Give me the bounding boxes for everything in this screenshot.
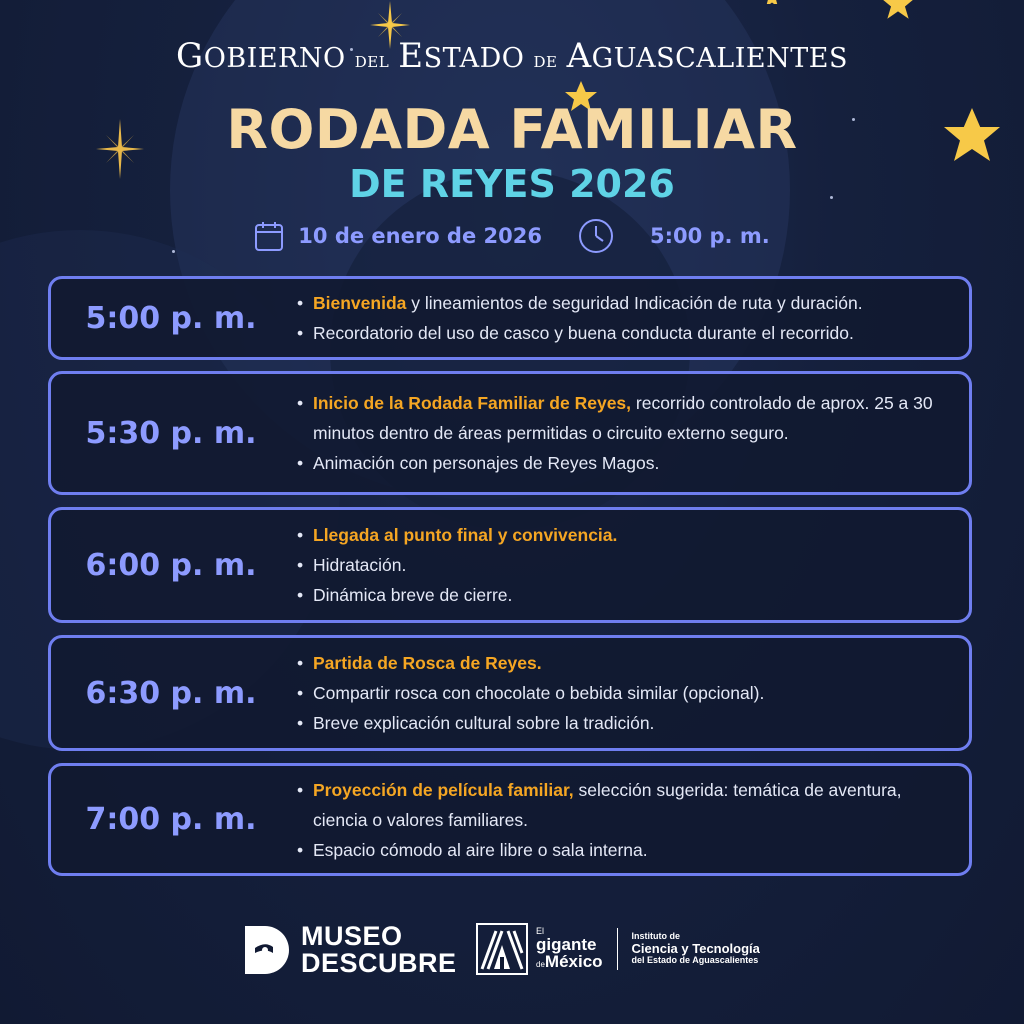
schedule-details bbox=[297, 648, 959, 738]
list-item: • Partida de Rosca de Reyes. bbox=[297, 648, 959, 678]
schedule-row bbox=[48, 763, 972, 876]
schedule-details bbox=[297, 775, 929, 865]
museo-descubre-icon bbox=[243, 924, 291, 976]
logo-divider bbox=[617, 928, 618, 970]
schedule-details bbox=[297, 288, 959, 348]
star-icon bbox=[876, 0, 920, 22]
clock-icon bbox=[578, 218, 614, 254]
list-item: • Inicio de la Rodada Familiar de Reyes, recorrido controlado de aprox. 25 a 30 minutos dentro de áreas permitidas o circuito externo seguro. bbox=[297, 388, 947, 448]
list-item: • Hidratación. bbox=[297, 550, 959, 580]
list-item: • Dinámica breve de cierre. bbox=[297, 580, 959, 610]
list-item: • Animación con personajes de Reyes Magos. bbox=[297, 448, 947, 478]
schedule-row bbox=[48, 276, 972, 360]
event-date-time bbox=[0, 216, 1024, 256]
schedule-row bbox=[48, 371, 972, 495]
institute-logo-text: Instituto de Ciencia y Tecnología del Estado de Aguascalientes bbox=[631, 930, 760, 966]
schedule-row bbox=[48, 635, 972, 751]
government-logo-text: GOBIERNO DEL ESTADO DE AGUASCALIENTES bbox=[176, 36, 848, 76]
museo-line2: DESCUBRE bbox=[301, 948, 457, 978]
schedule-time: 6:30 p. m. bbox=[85, 675, 257, 711]
calendar-icon bbox=[254, 220, 284, 252]
event-time: 5:00 p. m. bbox=[649, 224, 770, 248]
event-subtitle: DE REYES 2026 bbox=[349, 162, 675, 206]
schedule-row bbox=[48, 507, 972, 623]
schedule-time: 6:00 p. m. bbox=[85, 547, 257, 583]
schedule-time: 5:30 p. m. bbox=[85, 415, 257, 451]
schedule-details bbox=[297, 520, 959, 610]
museo-descubre-logo bbox=[243, 923, 457, 977]
list-item: • Breve explicación cultural sobre la tradición. bbox=[297, 708, 959, 738]
gigante-icon bbox=[476, 923, 528, 975]
list-item: • Llegada al punto final y convivencia. bbox=[297, 520, 959, 550]
schedule-time: 7:00 p. m. bbox=[85, 802, 257, 837]
gigante-logo: El gigante deMéxico Instituto de Ciencia y Tecnología del Estado de Aguascalientes bbox=[476, 923, 760, 975]
list-item: • Proyección de película familiar, selección sugerida: temática de aventura, ciencia o valores familiares. bbox=[297, 775, 929, 835]
museo-line1: MUSEO bbox=[301, 921, 403, 951]
schedule-time: 5:00 p. m. bbox=[85, 300, 257, 336]
event-title: RODADA FAMILIAR bbox=[226, 98, 798, 161]
footer-logos bbox=[0, 920, 1024, 990]
list-item: • Compartir rosca con chocolate o bebida similar (opcional). bbox=[297, 678, 959, 708]
event-date: 10 de enero de 2026 bbox=[298, 224, 542, 248]
star-icon bbox=[762, 0, 782, 4]
list-item: • Recordatorio del uso de casco y buena conducta durante el recorrido. bbox=[297, 318, 959, 348]
schedule-details bbox=[297, 388, 947, 478]
list-item: • Espacio cómodo al aire libre o sala interna. bbox=[297, 835, 929, 865]
list-item: • Bienvenida y lineamientos de seguridad Indicación de ruta y duración. bbox=[297, 288, 959, 318]
